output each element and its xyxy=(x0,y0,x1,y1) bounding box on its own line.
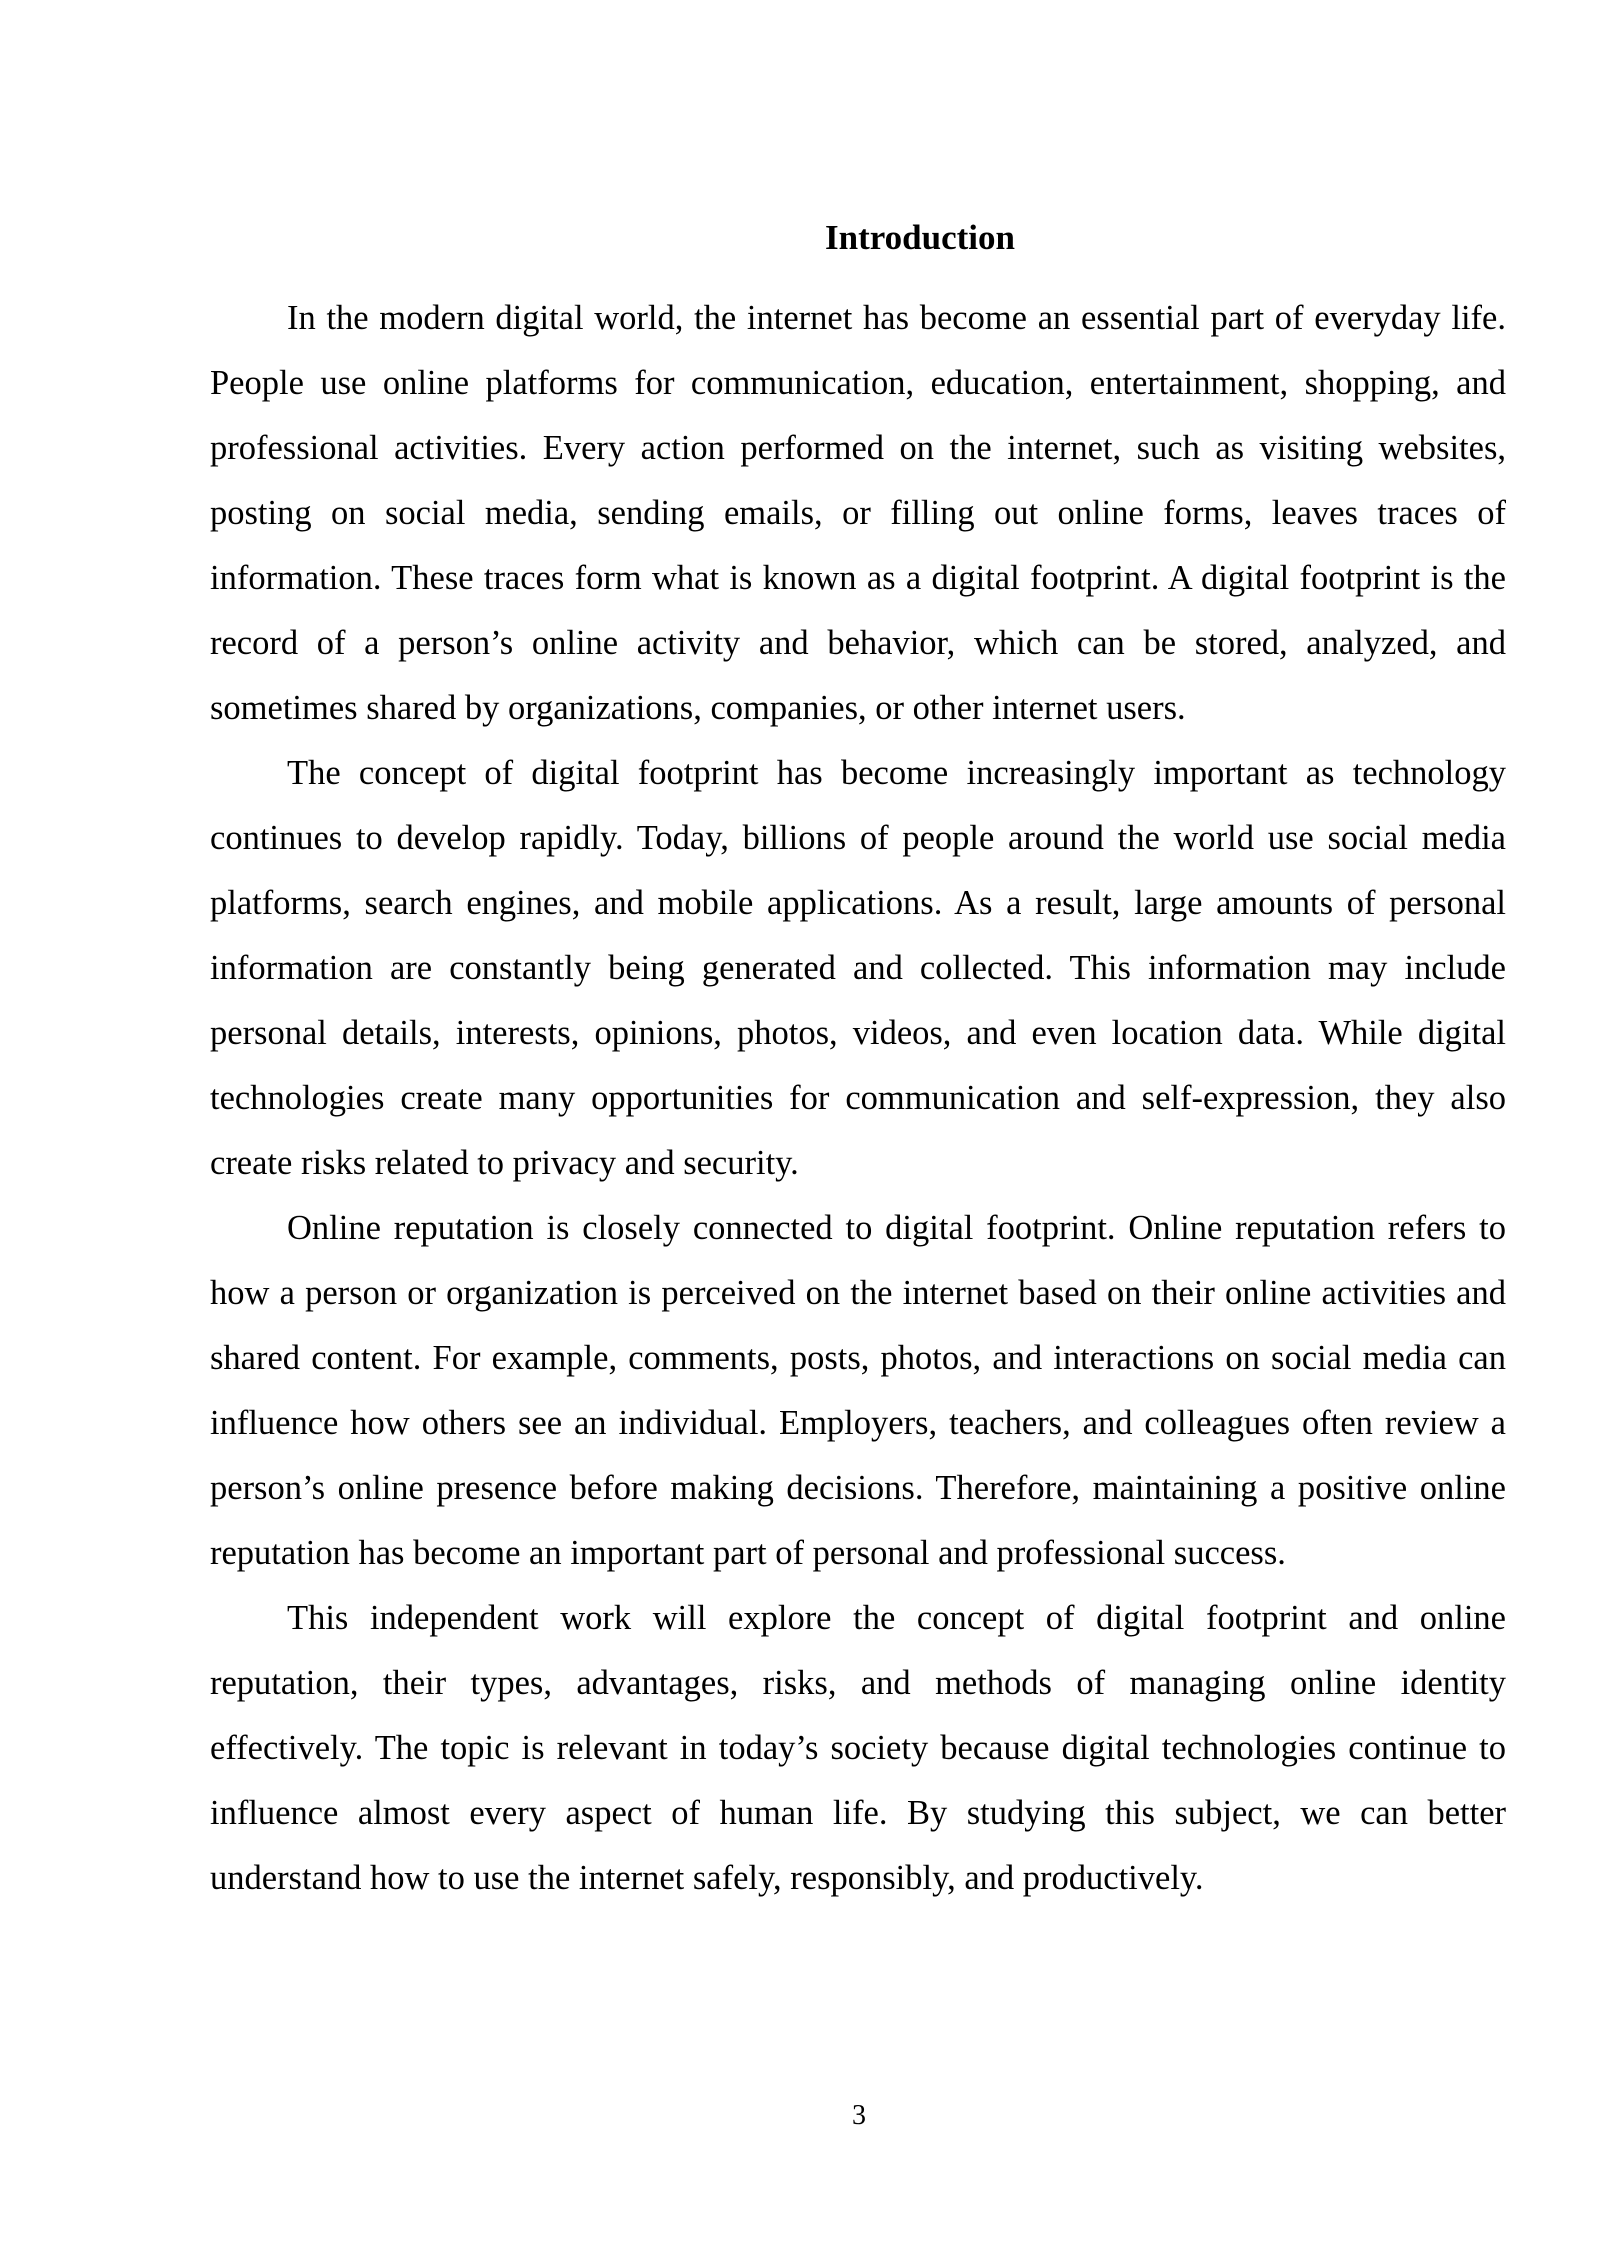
document-body xyxy=(210,208,1506,1911)
paragraph-3: Online reputation is closely connected to digital footprint. Online reputation refers to how a person or organization is perceived on the internet based on their online activities and shared content. For example, comments, posts, photos, and interactions on social media can influence how others see an individual. Employers, teachers, and colleagues often review a person’s online presence before making decisions. Therefore, maintaining a positive online reputation has become an important part of personal and professional success. xyxy=(210,1209,1506,1572)
page-title: Introduction xyxy=(825,218,1015,257)
paragraph-1: In the modern digital world, the internet has become an essential part of everyday life. People use online platforms for communication, education, entertainment, shopping, and professional activities. Every action performed on the internet, such as visiting websites, posting on social media, sending emails, or filling out online forms, leaves traces of information. These traces form what is known as a digital footprint. A digital footprint is the record of a person’s online activity and behavior, which can be stored, analyzed, and sometimes shared by organizations, companies, or other internet users. xyxy=(210,299,1506,727)
paragraph-2: The concept of digital footprint has become increasingly important as technology continues to develop rapidly. Today, billions of people around the world use social media platforms, search engines, and mobile applications. As a result, large amounts of personal information are constantly being generated and collected. This information may include personal details, interests, opinions, photos, videos, and even location data. While digital technologies create many opportunities for communication and self-expression, they also create risks related to privacy and security. xyxy=(210,754,1506,1182)
page-number: 3 xyxy=(852,2100,866,2131)
paragraph-4: This independent work will explore the concept of digital footprint and online reputation, their types, advantages, risks, and methods of managing online identity effectively. The topic is relevant in today’s society because digital technologies continue to influence almost every aspect of human life. By studying this subject, we can better understand how to use the internet safely, responsibly, and productively. xyxy=(210,1599,1506,1897)
